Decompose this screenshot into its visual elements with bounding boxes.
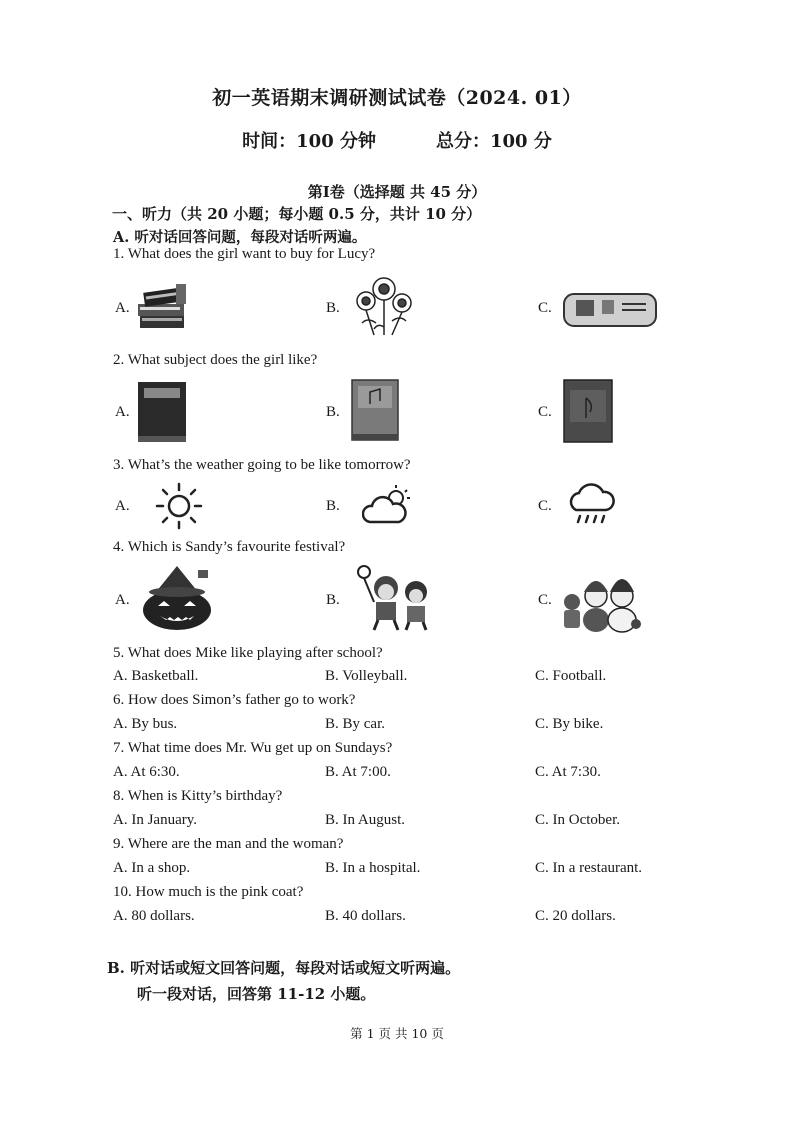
halloween-icon [136,562,218,632]
q4-option-c-label: C. [538,592,552,608]
q1-option-b-label: B. [326,300,340,316]
q1-option-c-label: C. [538,300,552,316]
spring-festival-icon [350,562,440,632]
q3-option-b-label: B. [326,498,340,514]
section1-title: 一、听力（共 20 小题；每小题 0.5 分，共计 10 分） [112,205,482,223]
q5-option-c: C. Football. [535,668,607,684]
q7-option-b: B. At 7:00. [325,764,391,780]
exam-score: 总分：100 分 [436,131,552,152]
q6-option-b: B. By car. [325,716,385,732]
brown-book-icon [562,378,614,444]
question-6: 6. How does Simon’s father go to work? [113,692,356,708]
question-10: 10. How much is the pink coat? [113,884,304,900]
flowers-icon [348,275,420,337]
part1-title: 第Ⅰ卷（选择题 共 45 分） [307,183,487,201]
q5-option-b: B. Volleyball. [325,668,408,684]
q1-option-a-label: A. [115,300,130,316]
pencil-case-icon [562,290,658,330]
q5-option-a: A. Basketball. [113,668,199,684]
q4-option-b-label: B. [326,592,340,608]
black-book-icon [136,380,188,444]
subsection-a-title: A. 听对话回答问题，每段对话听两遍。 [113,229,367,246]
q2-option-c-label: C. [538,404,552,420]
question-7: 7. What time does Mr. Wu get up on Sundays? [113,740,393,756]
q7-option-a: A. At 6:30. [113,764,180,780]
q9-option-c: C. In a restaurant. [535,860,643,876]
q2-option-b-label: B. [326,404,340,420]
q6-option-c: C. By bike. [535,716,604,732]
q10-option-c: C. 20 dollars. [535,908,616,924]
cloudy-icon [362,484,414,528]
q9-option-a: A. In a shop. [113,860,191,876]
question-5: 5. What does Mike like playing after school? [113,645,383,661]
exam-title: 初一英语期末调研测试试卷（2024. 01） [212,87,582,109]
music-book-icon [350,378,400,442]
q8-option-b: B. In August. [325,812,406,828]
question-3: 3. What’s the weather going to be like tomorrow? [113,457,411,473]
exam-time: 时间：100 分钟 [242,131,376,152]
question-9: 9. Where are the man and the woman? [113,836,344,852]
page-number: 第 1 页 共 10 页 [350,1026,444,1041]
q8-option-a: A. In January. [113,812,198,828]
q10-option-b: B. 40 dollars. [325,908,406,924]
subsection-b-title: B. 听对话或短文回答问题，每段对话或短文听两遍。 [107,959,461,977]
books-icon [136,280,192,334]
q3-option-a-label: A. [115,498,130,514]
question-4: 4. Which is Sandy’s favourite festival? [113,539,346,555]
question-8: 8. When is Kitty’s birthday? [113,788,283,804]
q7-option-c: C. At 7:30. [535,764,601,780]
question-1: 1. What does the girl want to buy for Lucy? [113,246,376,262]
q2-option-a-label: A. [115,404,130,420]
q3-option-c-label: C. [538,498,552,514]
q6-option-a: A. By bus. [113,716,178,732]
q4-option-a-label: A. [115,592,130,608]
q8-option-c: C. In October. [535,812,620,828]
q9-option-b: B. In a hospital. [325,860,421,876]
question-2: 2. What subject does the girl like? [113,352,318,368]
subsection-b-instruction: 听一段对话，回答第 11-12 小题。 [137,985,376,1003]
exam-info [0,127,794,153]
christmas-icon [556,562,646,634]
sun-icon [154,482,204,530]
rain-icon [566,480,616,528]
q10-option-a: A. 80 dollars. [113,908,195,924]
